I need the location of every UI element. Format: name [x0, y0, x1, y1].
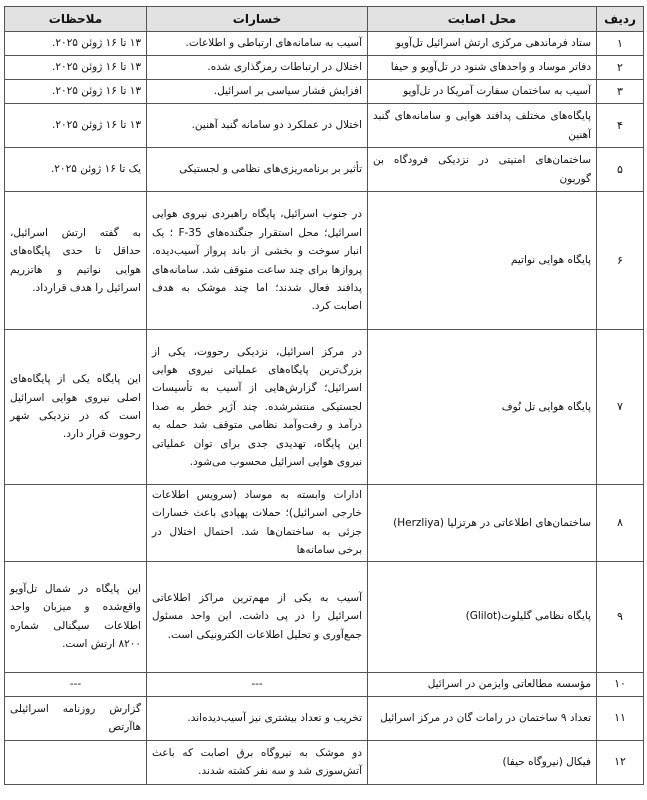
table-row [5, 104, 644, 148]
row-location: ساختمان‌های امنیتی در نزدیکی فرودگاه بن گوریون [368, 148, 597, 192]
row-location: دفاتر موساد و واحدهای شنود در تل‌آویو و حیفا [368, 56, 597, 80]
row-number: ۱۰ [597, 672, 644, 696]
table-row [5, 561, 644, 672]
row-number: ۳ [597, 80, 644, 104]
row-damages: --- [147, 672, 368, 696]
row-location: فیکال (نیروگاه حیفا) [368, 740, 597, 784]
table-row [5, 56, 644, 80]
row-notes: --- [5, 672, 147, 696]
row-damages: در جنوب اسرائیل، پایگاه راهبردی نیروی هوایی اسرائیل؛ محل استقرار جنگنده‌های F-35 ؛ یک انبار سوخت و بخشی از باند پرواز آسیب‌دیده. پروازها برای چند ساعت متوقف شد. سامانه‌های پدافند فعال شدند؛ اما چند موشک به هدف اصابت کرد. [147, 192, 368, 330]
header-damages: خسارات [147, 7, 368, 32]
header-num: ردیف [597, 7, 644, 32]
row-number: ۴ [597, 104, 644, 148]
row-notes: این پایگاه در شمال تل‌آویو واقع‌شده و میزبان واحد اطلاعات سیگنالی شماره ۸۲۰۰ ارتش است. [5, 561, 147, 672]
row-number: ۱ [597, 32, 644, 56]
table-row [5, 696, 644, 740]
row-notes: ۱۳ تا ۱۶ ژوئن ۲۰۲۵. [5, 56, 147, 80]
table-row [5, 740, 644, 784]
row-location: پایگاه هوایی نواتیم [368, 192, 597, 330]
row-location: پایگاه هوایی تل نُوف [368, 330, 597, 485]
row-damages: دو موشک به نیروگاه برق اصابت که باعث آتش‌سوزی شد و سه نفر کشته شدند. [147, 740, 368, 784]
row-damages: افزایش فشار سیاسی بر اسرائیل. [147, 80, 368, 104]
table-row [5, 672, 644, 696]
row-notes: این پایگاه یکی از پایگاه‌های اصلی نیروی هوایی اسرائیل است که در نزدیکی شهر رحووت قرار دارد. [5, 330, 147, 485]
table-row [5, 485, 644, 562]
row-notes [5, 740, 147, 784]
row-damages: تخریب و تعداد بیشتری نیز آسیب‌دیده‌اند. [147, 696, 368, 740]
row-location: مؤسسه مطالعاتی وایزمن در اسرائیل [368, 672, 597, 696]
row-location: آسیب به ساختمان سفارت آمریکا در تل‌آویو [368, 80, 597, 104]
row-number: ۷ [597, 330, 644, 485]
row-location: ساختمان‌های اطلاعاتی در هرتزلیا (Herzliya) [368, 485, 597, 562]
row-location: پایگاه‌های مختلف پدافند هوایی و سامانه‌های گنبد آهنین [368, 104, 597, 148]
row-notes: گزارش روزنامه اسرائیلی هاآرتص [5, 696, 147, 740]
row-number: ۸ [597, 485, 644, 562]
row-damages: آسیب به سامانه‌های ارتباطی و اطلاعات. [147, 32, 368, 56]
row-damages: اختلال در عملکرد دو سامانه گنبد آهنین. [147, 104, 368, 148]
table-row [5, 192, 644, 330]
row-number: ۱۲ [597, 740, 644, 784]
table-row [5, 80, 644, 104]
row-number: ۵ [597, 148, 644, 192]
header-row [5, 7, 644, 32]
row-number: ۲ [597, 56, 644, 80]
row-damages: ادارات وابسته به موساد (سرویس اطلاعات خارجی اسرائیل)؛ حملات پهپادی باعث خسارات جزئی به ساختمان‌ها شد. احتمال اختلال در برخی سامانه‌ها [147, 485, 368, 562]
row-damages: اختلال در ارتباطات رمزگذاری شده. [147, 56, 368, 80]
row-location: پایگاه نظامی گلیلوت(Glilot) [368, 561, 597, 672]
row-notes: به گفته ارتش اسرائیل، حداقل تا حدی پایگاه‌های هوایی نواتیم و هاتزریم اسرائیل را هدف قرارداد. [5, 192, 147, 330]
row-notes: ۱۳ تا ۱۶ ژوئن ۲۰۲۵. [5, 32, 147, 56]
row-damages: آسیب به یکی از مهم‌ترین مراکز اطلاعاتی اسرائیل را در پی داشت. این واحد مسئول جمع‌آوری و تحلیل اطلاعات الکترونیکی است. [147, 561, 368, 672]
row-location: ستاد فرماندهی مرکزی ارتش اسرائیل تل‌آویو [368, 32, 597, 56]
table-row [5, 330, 644, 485]
row-number: ۹ [597, 561, 644, 672]
row-notes [5, 485, 147, 562]
table-row [5, 32, 644, 56]
row-notes: ۱۳ تا ۱۶ ژوئن ۲۰۲۵. [5, 80, 147, 104]
row-damages: در مرکز اسرائیل، نزدیکی رحووت، یکی از بزرگ‌ترین پایگاه‌های عملیاتی نیروی هوایی اسرائیل؛ گزارش‌هایی از آسیب به تأسیسات لجستیکی منتشرشده. چند آژیر خطر به صدا درآمد و رفت‌وآمد نظامی متوقف شد حمله به این پایگاه، تهدیدی جدی برای توان عملیاتی نیروی هوایی اسرائیل محسوب می‌شود. [147, 330, 368, 485]
header-location: محل اصابت [368, 7, 597, 32]
header-notes: ملاحظات [5, 7, 147, 32]
table-row [5, 148, 644, 192]
row-number: ۶ [597, 192, 644, 330]
row-notes: یک تا ۱۶ ژوئن ۲۰۲۵. [5, 148, 147, 192]
damage-report-table [4, 6, 644, 785]
row-damages: تأثیر بر برنامه‌ریزی‌های نظامی و لجستیکی [147, 148, 368, 192]
row-number: ۱۱ [597, 696, 644, 740]
row-location: تعداد ۹ ساختمان در رامات گان در مرکز اسرائیل [368, 696, 597, 740]
row-notes: ۱۳ تا ۱۶ ژوئن ۲۰۲۵. [5, 104, 147, 148]
